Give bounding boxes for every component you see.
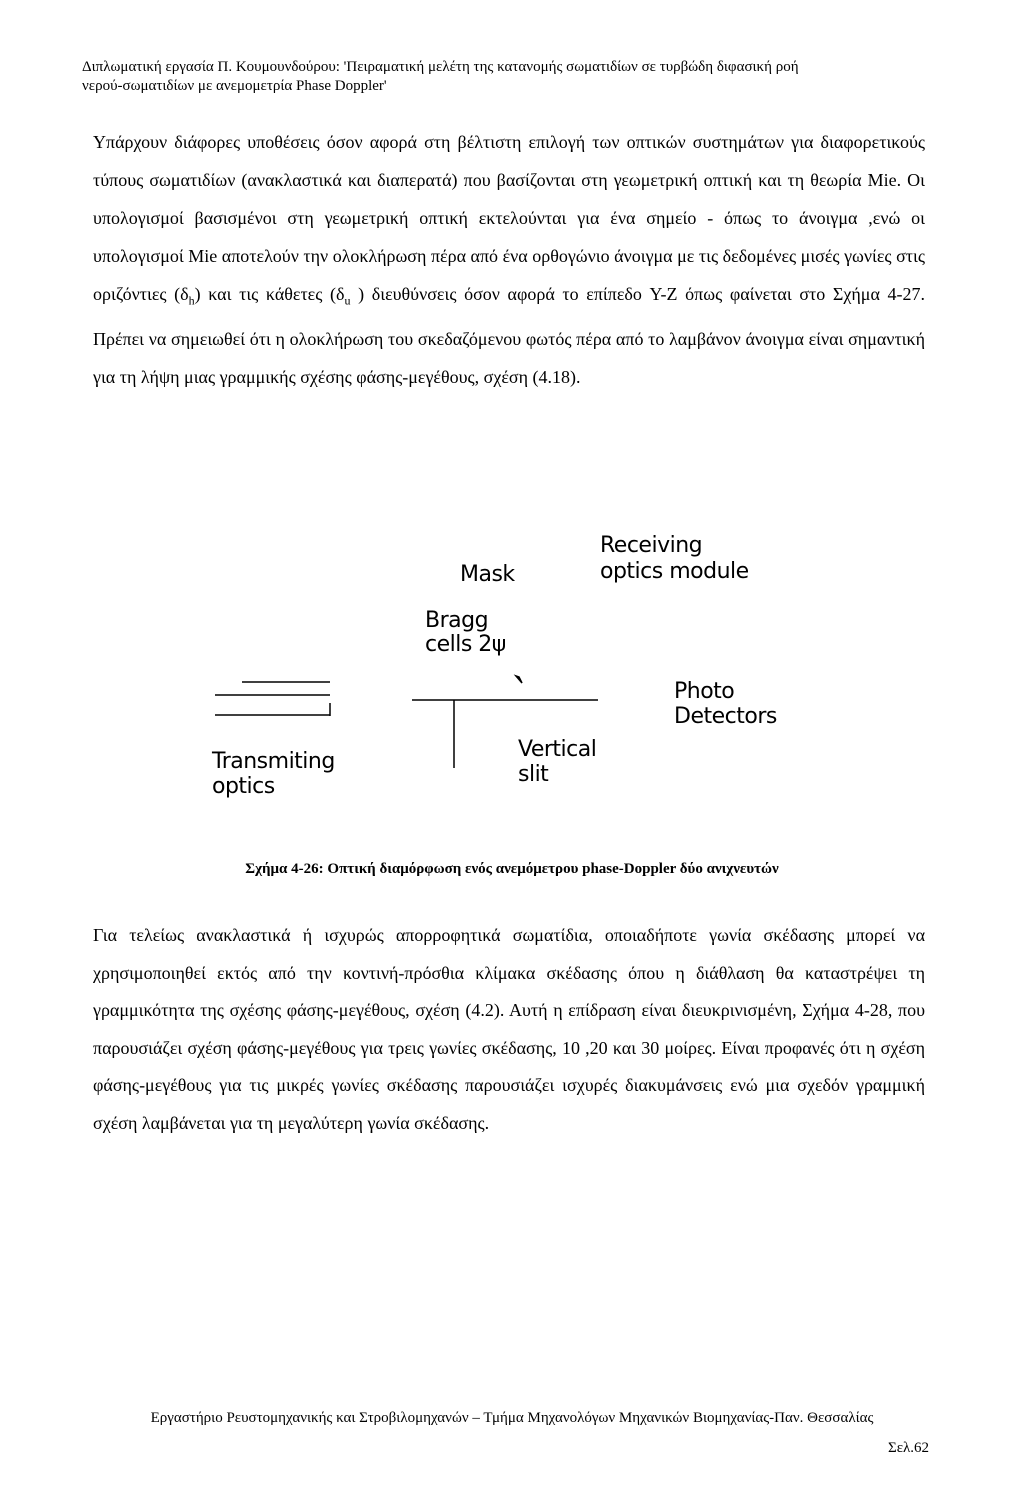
optics-label: optics: [212, 774, 275, 799]
paragraph-1-text: Υπάρχουν διάφορες υποθέσεις όσον αφορά στη βέλτιστη επιλογή των οπτικών συστημάτων για διαφορετικούς τύπους σωματιδίων (ανακλαστικά και διαπερατά) που βασίζονται στη γεωμετρική οπτική και τη θεωρία Mie. Οι υπολογισμοί βασισμένοι στη γεωμετρική οπτική εκτελούνται για ένα σημείο - όπως το άνοιγμα ,ενώ οι υπολογισμοί Mie αποτελούν την ολοκλήρωση πέρα από ένα ορθογώνιο άνοιγμα με τις δεδομένες μισές γωνίες στις οριζόντιες (δ: [93, 132, 925, 304]
page-footer: Εργαστήριο Ρευστομηχανικής και Στροβιλομηχανών – Τμήμα Μηχανολόγων Μηχανικών Βιομηχανίας-Παν. Θεσσαλίας: [150, 1410, 874, 1426]
optical-configuration-figure: [0, 520, 1024, 820]
receiving-label: Receiving: [600, 533, 703, 558]
header-line-1: Διπλωματική εργασία Π. Κουμουνδούρου: 'Πειραματική μελέτη της κατανομής σωματιδίων σε τυρβώδη διφασική ροή: [82, 59, 799, 75]
slit-label: slit: [518, 762, 549, 787]
paragraph-1: [93, 123, 925, 396]
document-header: [82, 58, 982, 96]
figure-caption: Σχήμα 4-26: Οπτική διαμόρφωση ενός ανεμόμετρου phase-Doppler δύο ανιχνευτών: [245, 861, 779, 877]
cells-label: cells 2ψ: [425, 632, 506, 657]
arrow-marker: [516, 676, 522, 683]
subscript-u: u: [344, 293, 351, 308]
paragraph-1-text-end: ) διευθύνσεις όσον αφορά το επίπεδο Y-Z όπως φαίνεται στο Σχήμα 4-27. Πρέπει να σημειωθεί ότι η ολοκλήρωση του σκεδαζόμενου φωτός πέρα από το λαμβάνον άνοιγμα είναι σημαντική για τη λήψη μιας γραμμικής σχέσης φάσης-μεγέθους, σχέση (4.18).: [93, 284, 925, 387]
paragraph-1-text-mid: ) και τις κάθετες (δ: [194, 284, 345, 304]
optics-module-label: optics module: [600, 559, 749, 584]
header-line-2: νερού-σωματιδίων με ανεμομετρία Phase Doppler': [82, 78, 387, 94]
detectors-label: Detectors: [674, 704, 777, 729]
paragraph-2: [93, 917, 925, 1142]
paragraph-2-text: Για τελείως ανακλαστικά ή ισχυρώς απορροφητικά σωματίδια, οποιαδήποτε γωνία σκέδασης μπορεί να χρησιμοποιηθεί εκτός από την κοντινή-πρόσθια κλίμακα σκέδασης όπου η διάθλαση θα καταστρέψει τη γραμμικότητα της σχέσης φάσης-μεγέθους, σχέση (4.2). Αυτή η επίδραση είναι διευκρινισμένη, Σχήμα 4-28, που παρουσιάζει σχέση φάσης-μεγέθους για τρεις γωνίες σκέδασης, 10 ,20 και 30 μοίρες. Είναι προφανές ότι η σχέση φάσης-μεγέθους για τις μικρές γωνίες σκέδασης παρουσιάζει ισχυρές διακυμάνσεις ενώ μια σχεδόν γραμμική σχέση λαμβάνεται για τη μεγαλύτερη γωνία σκέδασης.: [93, 925, 925, 1133]
photo-label: Photo: [674, 679, 735, 704]
bragg-label: Bragg: [425, 608, 489, 633]
mask-label: Mask: [460, 562, 515, 587]
transmitting-label: Transmiting: [212, 749, 335, 774]
subscript-h: h: [188, 293, 195, 308]
page-number: Σελ.62: [888, 1440, 930, 1456]
vertical-label: Vertical: [518, 737, 597, 762]
